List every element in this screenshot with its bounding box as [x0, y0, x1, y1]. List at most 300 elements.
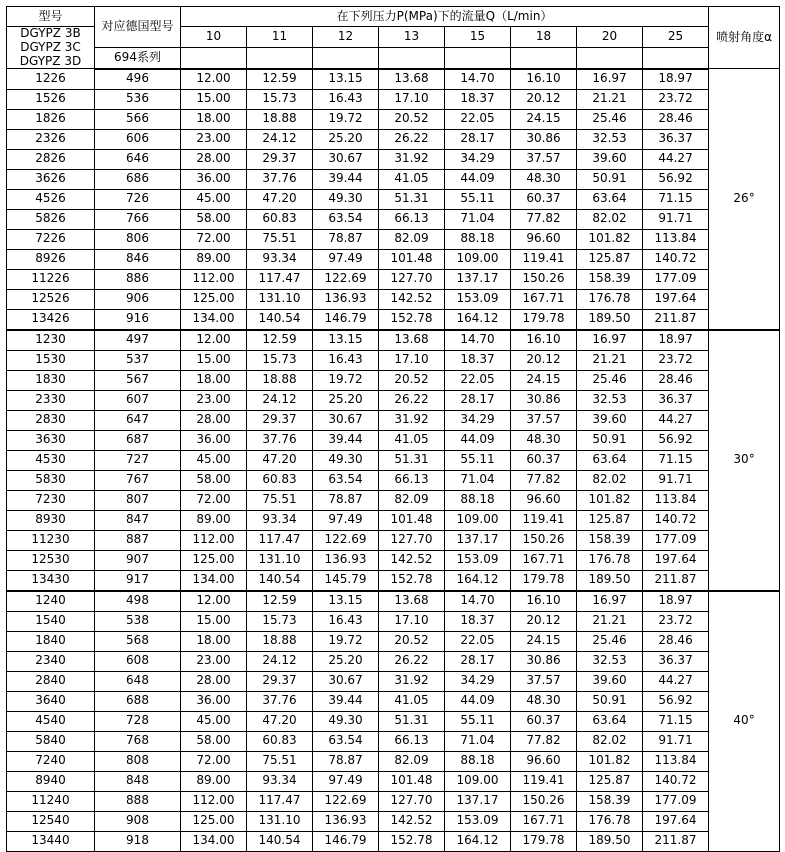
cell-flow-p20: 39.60: [577, 671, 643, 691]
cell-flow-p13: 142.52: [379, 289, 445, 309]
cell-flow-p20: 32.53: [577, 390, 643, 410]
cell-flow-p13: 142.52: [379, 811, 445, 831]
pressure-col-20: 20: [577, 27, 643, 48]
cell-model: 13426: [7, 309, 95, 330]
cell-flow-p25: 211.87: [643, 831, 709, 851]
cell-model: 12526: [7, 289, 95, 309]
cell-flow-p13: 152.78: [379, 309, 445, 330]
cell-flow-p18: 150.26: [511, 530, 577, 550]
cell-flow-p18: 37.57: [511, 149, 577, 169]
cell-flow-p18: 60.37: [511, 711, 577, 731]
cell-german-model: 727: [95, 450, 181, 470]
cell-flow-p10: 15.00: [181, 89, 247, 109]
cell-model: 1230: [7, 330, 95, 351]
cell-flow-p11: 29.37: [247, 671, 313, 691]
table-row: [7, 370, 780, 390]
table-row: [7, 69, 780, 90]
cell-flow-p25: 140.72: [643, 510, 709, 530]
cell-flow-p18: 16.10: [511, 591, 577, 612]
cell-german-model: 918: [95, 831, 181, 851]
cell-flow-p13: 101.48: [379, 771, 445, 791]
cell-flow-p18: 48.30: [511, 430, 577, 450]
cell-flow-p18: 96.60: [511, 751, 577, 771]
cell-flow-p20: 21.21: [577, 350, 643, 370]
cell-flow-p15: 109.00: [445, 771, 511, 791]
cell-flow-p12: 39.44: [313, 169, 379, 189]
cell-flow-p11: 12.59: [247, 69, 313, 90]
cell-flow-p12: 63.54: [313, 470, 379, 490]
cell-flow-p10: 125.00: [181, 550, 247, 570]
cell-flow-p11: 140.54: [247, 570, 313, 591]
cell-flow-p13: 17.10: [379, 89, 445, 109]
cell-flow-p11: 24.12: [247, 651, 313, 671]
cell-flow-p20: 125.87: [577, 249, 643, 269]
cell-flow-p13: 51.31: [379, 711, 445, 731]
model-series-cell: [7, 27, 95, 69]
table-row: [7, 109, 780, 129]
cell-flow-p11: 117.47: [247, 530, 313, 550]
cell-flow-p11: 18.88: [247, 631, 313, 651]
cell-flow-p25: 28.46: [643, 370, 709, 390]
cell-flow-p25: 91.71: [643, 731, 709, 751]
cell-flow-p10: 28.00: [181, 410, 247, 430]
cell-flow-p13: 41.05: [379, 430, 445, 450]
cell-flow-p25: 18.97: [643, 591, 709, 612]
cell-flow-p13: 26.22: [379, 129, 445, 149]
header-spacer-3: [313, 47, 379, 68]
pressure-col-13: 13: [379, 27, 445, 48]
cell-flow-p10: 15.00: [181, 350, 247, 370]
cell-flow-p12: 25.20: [313, 390, 379, 410]
cell-flow-p10: 58.00: [181, 209, 247, 229]
cell-german-model: 687: [95, 430, 181, 450]
model-series-line-2: DGYPZ 3C: [20, 39, 81, 54]
cell-flow-p13: 13.68: [379, 330, 445, 351]
cell-flow-p11: 140.54: [247, 309, 313, 330]
cell-flow-p25: 71.15: [643, 189, 709, 209]
cell-flow-p12: 13.15: [313, 69, 379, 90]
cell-model: 8926: [7, 249, 95, 269]
cell-flow-p13: 82.09: [379, 229, 445, 249]
cell-flow-p25: 28.46: [643, 631, 709, 651]
cell-flow-p15: 55.11: [445, 450, 511, 470]
cell-flow-p25: 28.46: [643, 109, 709, 129]
cell-flow-p25: 197.64: [643, 289, 709, 309]
cell-model: 12540: [7, 811, 95, 831]
cell-flow-p25: 113.84: [643, 229, 709, 249]
cell-flow-p12: 122.69: [313, 530, 379, 550]
cell-german-model: 848: [95, 771, 181, 791]
table-row: [7, 309, 780, 330]
cell-flow-p10: 18.00: [181, 370, 247, 390]
cell-flow-p10: 15.00: [181, 611, 247, 631]
cell-flow-p10: 72.00: [181, 229, 247, 249]
cell-flow-p18: 96.60: [511, 490, 577, 510]
cell-german-model: 566: [95, 109, 181, 129]
cell-flow-p12: 122.69: [313, 791, 379, 811]
cell-flow-p18: 179.78: [511, 309, 577, 330]
cell-flow-p20: 63.64: [577, 450, 643, 470]
cell-german-model: 498: [95, 591, 181, 612]
cell-flow-p11: 15.73: [247, 89, 313, 109]
cell-flow-p15: 153.09: [445, 811, 511, 831]
cell-german-model: 846: [95, 249, 181, 269]
cell-flow-p11: 47.20: [247, 189, 313, 209]
cell-model: 12530: [7, 550, 95, 570]
cell-flow-p12: 16.43: [313, 350, 379, 370]
cell-flow-p20: 25.46: [577, 109, 643, 129]
cell-flow-p10: 89.00: [181, 510, 247, 530]
cell-flow-p10: 18.00: [181, 109, 247, 129]
cell-flow-p18: 179.78: [511, 570, 577, 591]
cell-spray-angle: 26°: [709, 69, 780, 330]
cell-flow-p20: 176.78: [577, 550, 643, 570]
cell-flow-p18: 48.30: [511, 691, 577, 711]
cell-flow-p10: 23.00: [181, 129, 247, 149]
cell-flow-p12: 146.79: [313, 309, 379, 330]
cell-model: 7230: [7, 490, 95, 510]
header-spacer-4: [379, 47, 445, 68]
cell-model: 8930: [7, 510, 95, 530]
table-row: [7, 570, 780, 591]
cell-flow-p12: 19.72: [313, 370, 379, 390]
cell-german-model: 568: [95, 631, 181, 651]
cell-flow-p20: 63.64: [577, 711, 643, 731]
cell-flow-p10: 134.00: [181, 831, 247, 851]
cell-flow-p18: 77.82: [511, 731, 577, 751]
table-row: [7, 751, 780, 771]
cell-model: 3640: [7, 691, 95, 711]
cell-flow-p13: 82.09: [379, 751, 445, 771]
cell-flow-p15: 137.17: [445, 791, 511, 811]
cell-flow-p20: 50.91: [577, 430, 643, 450]
cell-flow-p11: 37.76: [247, 430, 313, 450]
cell-model: 1826: [7, 109, 95, 129]
cell-flow-p10: 23.00: [181, 390, 247, 410]
cell-flow-p18: 167.71: [511, 289, 577, 309]
table-body: [7, 69, 780, 852]
cell-flow-p20: 16.97: [577, 330, 643, 351]
cell-spray-angle: 40°: [709, 591, 780, 852]
cell-german-model: 728: [95, 711, 181, 731]
cell-flow-p12: 49.30: [313, 711, 379, 731]
table-row: [7, 390, 780, 410]
cell-flow-p20: 101.82: [577, 490, 643, 510]
cell-flow-p18: 60.37: [511, 189, 577, 209]
cell-flow-p18: 48.30: [511, 169, 577, 189]
cell-german-model: 538: [95, 611, 181, 631]
header-german-model: 对应德国型号: [95, 7, 181, 48]
cell-flow-p25: 36.37: [643, 390, 709, 410]
cell-flow-p15: 109.00: [445, 249, 511, 269]
cell-flow-p18: 30.86: [511, 651, 577, 671]
cell-flow-p25: 44.27: [643, 671, 709, 691]
table-row: [7, 691, 780, 711]
cell-german-model: 766: [95, 209, 181, 229]
cell-flow-p25: 23.72: [643, 89, 709, 109]
cell-model: 5826: [7, 209, 95, 229]
cell-german-model: 646: [95, 149, 181, 169]
cell-flow-p15: 22.05: [445, 109, 511, 129]
cell-flow-p18: 16.10: [511, 330, 577, 351]
cell-flow-p18: 37.57: [511, 671, 577, 691]
cell-flow-p25: 211.87: [643, 570, 709, 591]
cell-flow-p15: 109.00: [445, 510, 511, 530]
cell-flow-p15: 18.37: [445, 350, 511, 370]
cell-model: 2830: [7, 410, 95, 430]
cell-model: 2330: [7, 390, 95, 410]
cell-flow-p18: 150.26: [511, 791, 577, 811]
cell-flow-p12: 63.54: [313, 731, 379, 751]
cell-flow-p13: 142.52: [379, 550, 445, 570]
cell-model: 1240: [7, 591, 95, 612]
cell-flow-p25: 44.27: [643, 149, 709, 169]
cell-flow-p18: 37.57: [511, 410, 577, 430]
cell-flow-p25: 140.72: [643, 249, 709, 269]
cell-flow-p10: 112.00: [181, 791, 247, 811]
cell-flow-p10: 45.00: [181, 189, 247, 209]
cell-flow-p20: 32.53: [577, 129, 643, 149]
cell-flow-p15: 153.09: [445, 550, 511, 570]
cell-flow-p11: 47.20: [247, 450, 313, 470]
cell-flow-p25: 56.92: [643, 430, 709, 450]
cell-flow-p20: 82.02: [577, 731, 643, 751]
cell-flow-p10: 36.00: [181, 430, 247, 450]
cell-model: 11240: [7, 791, 95, 811]
cell-flow-p11: 75.51: [247, 751, 313, 771]
model-series-line-1: DGYPZ 3B: [20, 26, 81, 40]
cell-flow-p15: 14.70: [445, 591, 511, 612]
cell-flow-p11: 18.88: [247, 109, 313, 129]
nozzle-flow-table: [6, 6, 780, 852]
cell-german-model: 907: [95, 550, 181, 570]
cell-flow-p12: 122.69: [313, 269, 379, 289]
cell-german-model: 686: [95, 169, 181, 189]
cell-flow-p10: 18.00: [181, 631, 247, 651]
cell-flow-p13: 20.52: [379, 109, 445, 129]
table-row: [7, 510, 780, 530]
table-row: [7, 550, 780, 570]
cell-flow-p25: 23.72: [643, 611, 709, 631]
cell-flow-p25: 44.27: [643, 410, 709, 430]
header-flow-group: 在下列压力P(MPa)下的流量Q（L/min）: [181, 7, 709, 27]
cell-flow-p11: 93.34: [247, 510, 313, 530]
cell-flow-p18: 77.82: [511, 470, 577, 490]
cell-flow-p13: 41.05: [379, 691, 445, 711]
cell-model: 13440: [7, 831, 95, 851]
cell-model: 11230: [7, 530, 95, 550]
cell-flow-p12: 78.87: [313, 751, 379, 771]
cell-flow-p20: 158.39: [577, 269, 643, 289]
cell-flow-p13: 82.09: [379, 490, 445, 510]
cell-model: 1830: [7, 370, 95, 390]
cell-flow-p11: 37.76: [247, 691, 313, 711]
cell-flow-p20: 16.97: [577, 69, 643, 90]
cell-flow-p18: 167.71: [511, 811, 577, 831]
cell-flow-p12: 136.93: [313, 289, 379, 309]
cell-model: 4526: [7, 189, 95, 209]
table-row: [7, 490, 780, 510]
cell-model: 1540: [7, 611, 95, 631]
model-series-line-3: DGYPZ 3D: [19, 53, 82, 68]
cell-flow-p11: 75.51: [247, 490, 313, 510]
cell-flow-p25: 23.72: [643, 350, 709, 370]
cell-german-model: 808: [95, 751, 181, 771]
cell-flow-p11: 24.12: [247, 129, 313, 149]
cell-flow-p25: 91.71: [643, 209, 709, 229]
cell-flow-p18: 77.82: [511, 209, 577, 229]
cell-flow-p10: 23.00: [181, 651, 247, 671]
pressure-col-25: 25: [643, 27, 709, 48]
table-row: [7, 771, 780, 791]
table-row: [7, 591, 780, 612]
cell-german-model: 847: [95, 510, 181, 530]
cell-german-model: 806: [95, 229, 181, 249]
table-row: [7, 791, 780, 811]
cell-german-model: 887: [95, 530, 181, 550]
cell-model: 1840: [7, 631, 95, 651]
cell-flow-p15: 88.18: [445, 751, 511, 771]
header-spray-angle: 喷射角度α: [709, 7, 780, 69]
cell-model: 7226: [7, 229, 95, 249]
cell-flow-p15: 44.09: [445, 691, 511, 711]
cell-flow-p13: 101.48: [379, 510, 445, 530]
table-row: [7, 470, 780, 490]
cell-flow-p18: 30.86: [511, 129, 577, 149]
cell-flow-p20: 16.97: [577, 591, 643, 612]
cell-flow-p11: 29.37: [247, 149, 313, 169]
cell-german-model: 767: [95, 470, 181, 490]
cell-flow-p11: 75.51: [247, 229, 313, 249]
cell-flow-p11: 29.37: [247, 410, 313, 430]
cell-flow-p10: 125.00: [181, 811, 247, 831]
table-row: [7, 831, 780, 851]
cell-german-model: 607: [95, 390, 181, 410]
cell-flow-p10: 58.00: [181, 731, 247, 751]
cell-flow-p18: 24.15: [511, 370, 577, 390]
cell-flow-p20: 39.60: [577, 149, 643, 169]
cell-flow-p18: 60.37: [511, 450, 577, 470]
cell-flow-p12: 39.44: [313, 430, 379, 450]
cell-flow-p12: 136.93: [313, 550, 379, 570]
cell-flow-p12: 97.49: [313, 510, 379, 530]
cell-flow-p13: 66.13: [379, 209, 445, 229]
cell-model: 1526: [7, 89, 95, 109]
header-spacer-6: [511, 47, 577, 68]
cell-flow-p10: 28.00: [181, 671, 247, 691]
cell-flow-p12: 19.72: [313, 109, 379, 129]
cell-flow-p20: 189.50: [577, 831, 643, 851]
cell-german-model: 606: [95, 129, 181, 149]
cell-flow-p12: 30.67: [313, 149, 379, 169]
cell-flow-p15: 18.37: [445, 611, 511, 631]
cell-flow-p13: 152.78: [379, 831, 445, 851]
cell-flow-p15: 44.09: [445, 169, 511, 189]
cell-flow-p11: 15.73: [247, 611, 313, 631]
cell-spray-angle: 30°: [709, 330, 780, 591]
cell-flow-p11: 37.76: [247, 169, 313, 189]
cell-flow-p12: 97.49: [313, 249, 379, 269]
cell-flow-p11: 15.73: [247, 350, 313, 370]
cell-flow-p20: 25.46: [577, 370, 643, 390]
cell-flow-p10: 28.00: [181, 149, 247, 169]
cell-flow-p10: 72.00: [181, 751, 247, 771]
cell-flow-p15: 71.04: [445, 731, 511, 751]
table-row: [7, 249, 780, 269]
table-row: [7, 330, 780, 351]
cell-flow-p11: 117.47: [247, 791, 313, 811]
table-row: [7, 811, 780, 831]
header-spacer-2: [247, 47, 313, 68]
cell-flow-p15: 137.17: [445, 269, 511, 289]
cell-model: 13430: [7, 570, 95, 591]
cell-flow-p18: 167.71: [511, 550, 577, 570]
cell-flow-p12: 97.49: [313, 771, 379, 791]
cell-flow-p10: 89.00: [181, 771, 247, 791]
cell-flow-p18: 119.41: [511, 771, 577, 791]
cell-flow-p18: 20.12: [511, 611, 577, 631]
cell-model: 5840: [7, 731, 95, 751]
table-row: [7, 430, 780, 450]
header-spacer-7: [577, 47, 643, 68]
cell-flow-p12: 145.79: [313, 570, 379, 591]
cell-flow-p13: 127.70: [379, 791, 445, 811]
cell-german-model: 536: [95, 89, 181, 109]
cell-flow-p13: 41.05: [379, 169, 445, 189]
cell-flow-p20: 158.39: [577, 530, 643, 550]
cell-flow-p13: 51.31: [379, 450, 445, 470]
cell-german-model: 906: [95, 289, 181, 309]
header-row-3: [7, 47, 780, 68]
table-row: [7, 189, 780, 209]
cell-flow-p18: 20.12: [511, 89, 577, 109]
cell-flow-p10: 89.00: [181, 249, 247, 269]
cell-flow-p15: 88.18: [445, 490, 511, 510]
table-row: [7, 269, 780, 289]
cell-flow-p10: 12.00: [181, 591, 247, 612]
cell-flow-p15: 14.70: [445, 330, 511, 351]
cell-flow-p11: 131.10: [247, 811, 313, 831]
table-row: [7, 450, 780, 470]
cell-flow-p13: 31.92: [379, 671, 445, 691]
cell-flow-p12: 30.67: [313, 671, 379, 691]
table-row: [7, 731, 780, 751]
cell-flow-p15: 55.11: [445, 189, 511, 209]
cell-model: 2840: [7, 671, 95, 691]
cell-flow-p10: 125.00: [181, 289, 247, 309]
cell-flow-p18: 119.41: [511, 510, 577, 530]
cell-flow-p11: 131.10: [247, 550, 313, 570]
cell-flow-p10: 45.00: [181, 711, 247, 731]
table-row: [7, 149, 780, 169]
cell-flow-p11: 93.34: [247, 771, 313, 791]
cell-flow-p18: 16.10: [511, 69, 577, 90]
cell-flow-p10: 45.00: [181, 450, 247, 470]
cell-flow-p13: 152.78: [379, 570, 445, 591]
cell-flow-p15: 22.05: [445, 631, 511, 651]
cell-flow-p25: 56.92: [643, 691, 709, 711]
cell-flow-p13: 26.22: [379, 651, 445, 671]
cell-flow-p13: 13.68: [379, 69, 445, 90]
cell-flow-p11: 24.12: [247, 390, 313, 410]
cell-flow-p25: 71.15: [643, 450, 709, 470]
cell-model: 3626: [7, 169, 95, 189]
cell-german-model: 496: [95, 69, 181, 90]
cell-flow-p12: 49.30: [313, 450, 379, 470]
cell-model: 5830: [7, 470, 95, 490]
cell-flow-p11: 12.59: [247, 330, 313, 351]
cell-model: 11226: [7, 269, 95, 289]
